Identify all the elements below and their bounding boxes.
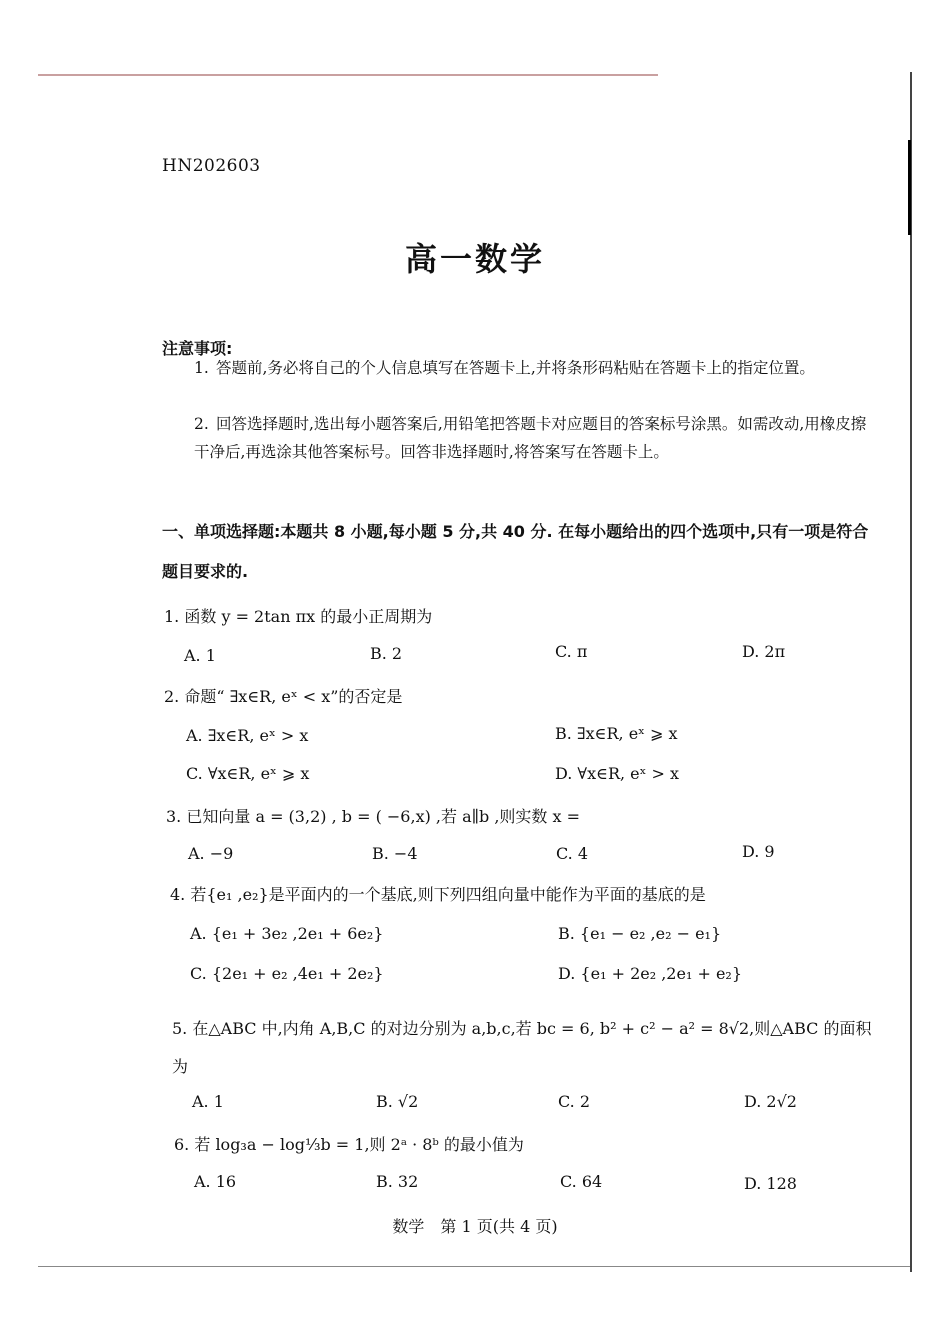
notice-item-number: 1. [194,359,209,377]
question-6-option-b: B. 32 [376,1172,419,1191]
question-1-option-d: D. 2π [742,642,786,661]
question-1-option-c: C. π [555,642,588,661]
question-3-option-b: B. −4 [372,844,418,863]
question-6-option-c: C. 64 [560,1172,603,1191]
question-6-option-a: A. 16 [194,1172,237,1191]
notice-item-text: 答题前,务必将自己的个人信息填写在答题卡上,并将条形码粘贴在答题卡上的指定位置。 [216,359,815,377]
question-2-option-c: C. ∀x∈R, eˣ ⩾ x [186,764,310,783]
question-3-option-d: D. 9 [742,842,775,861]
section-heading: 一、单项选择题:本题共 8 小题,每小题 5 分,共 40 分. 在每小题给出的四个选项中,只有一项是符合题目要求的. [162,522,869,581]
question-5-stem: 5. 在△ABC 中,内角 A,B,C 的对边分别为 a,b,c,若 bc = 6, b² + c² − a² = 8√2,则△ABC 的面积为 [172,1019,872,1076]
question-3-stem: 3. 已知向量 a = (3,2) , b = ( −6,x) ,若 a∥b ,则实数 x = [166,807,581,826]
question-5-option-a: A. 1 [192,1092,224,1111]
question-6-option-d: D. 128 [744,1174,797,1193]
question-5-option-d: D. 2√2 [744,1092,797,1111]
page-footer: 数学 第 1 页(共 4 页) [392,1217,558,1236]
question-3-option-c: C. 4 [556,844,589,863]
question-1-option-b: B. 2 [370,644,403,663]
question-2-stem: 2. 命题“ ∃x∈R, eˣ < x”的否定是 [164,687,403,706]
scan-edge-mark [908,140,911,235]
notice-item-number: 2. [194,415,209,433]
notice-item-text: 回答选择题时,选出每小题答案后,用铅笔把答题卡对应题目的答案标号涂黑。如需改动,用橡皮擦干净后,再选涂其他答案标号。回答非选择题时,将答案写在答题卡上。 [194,415,867,461]
scan-edge-bottom [38,1266,910,1267]
question-5-option-b: B. √2 [376,1092,419,1111]
question-4-option-c: C. {2e₁ + e₂ ,4e₁ + 2e₂} [190,964,384,983]
question-3-option-a: A. −9 [188,844,234,863]
question-4-stem: 4. 若{e₁ ,e₂}是平面内的一个基底,则下列四组向量中能作为平面的基底的是 [170,885,706,904]
question-4-option-d: D. {e₁ + 2e₂ ,2e₁ + e₂} [558,964,743,983]
question-2-option-d: D. ∀x∈R, eˣ > x [555,764,680,783]
page-title: 高一数学 [404,240,545,278]
notice-item-1 [194,354,874,382]
question-4-option-a: A. {e₁ + 3e₂ ,2e₁ + 6e₂} [190,924,384,943]
question-5-option-c: C. 2 [558,1092,591,1111]
question-4-option-b: B. {e₁ − e₂ ,e₂ − e₁} [558,924,722,943]
notice-item-2 [194,410,874,466]
notice-heading: 注意事项: [162,339,233,358]
question-2-option-a: A. ∃x∈R, eˣ > x [186,726,309,745]
exam-code: HN202603 [162,156,261,176]
question-1-stem: 1. 函数 y = 2tan πx 的最小正周期为 [164,607,433,626]
question-1-option-a: A. 1 [184,646,216,665]
question-6-stem: 6. 若 log₃a − log⅓b = 1,则 2ᵃ · 8ᵇ 的最小值为 [174,1135,524,1154]
scan-edge-top [38,74,658,76]
question-2-option-b: B. ∃x∈R, eˣ ⩾ x [555,724,678,743]
